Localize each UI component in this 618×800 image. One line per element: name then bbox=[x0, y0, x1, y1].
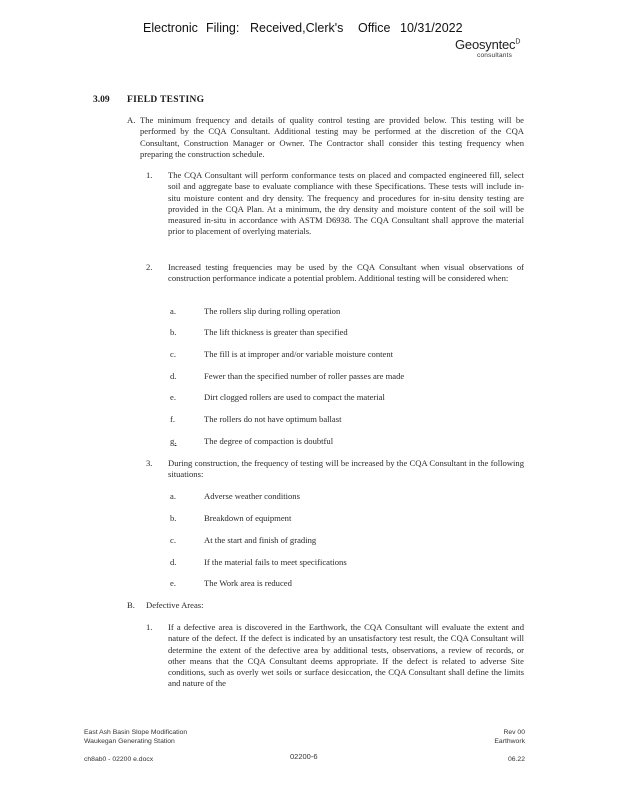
section-number: 3.09 bbox=[93, 95, 110, 105]
list-item: The rollers do not have optimum ballast bbox=[204, 414, 342, 424]
list-item-label: d. bbox=[170, 557, 177, 567]
list-item: The rollers slip during rolling operation bbox=[204, 306, 341, 316]
footer-station: Waukegan Generating Station bbox=[84, 738, 175, 745]
list-item: Adverse weather conditions bbox=[204, 491, 300, 501]
list-item: At the start and finish of grading bbox=[204, 535, 317, 545]
list-item: The fill is at improper and/or variable moisture content bbox=[204, 349, 394, 359]
footer-revision: Rev 00 bbox=[503, 729, 525, 736]
item-1-text: The CQA Consultant will perform conformance tests on placed and compacted engineered fill, select soil and aggregate base to evaluate compliance with these Specifications. These tests will include in-situ moisture content and dry density. The frequency and procedures for in-situ density testing are provided in the CQA Plan. At a minimum, the dry density and moisture content of the soil will be measured in-situ in accordance with ASTM D6938. The CQA Consultant shall approve the material prior to placement of overlying materials. bbox=[168, 170, 524, 237]
list-item-label: f. bbox=[170, 414, 176, 424]
list-item: The Work area is reduced bbox=[204, 578, 292, 588]
stamp-word: Received,Clerk's bbox=[250, 21, 344, 35]
list-item-label: e. bbox=[170, 578, 176, 588]
section-title: FIELD TESTING bbox=[127, 95, 205, 105]
footer-page-number: 02200-6 bbox=[290, 752, 318, 761]
logo-subtitle: consultants bbox=[477, 52, 513, 59]
item-1-label: 1. bbox=[146, 170, 153, 180]
list-item: Fewer than the specified number of roller passes are made bbox=[204, 371, 405, 381]
para-a-label: A. bbox=[127, 115, 136, 125]
list-item: The lift thickness is greater than specified bbox=[204, 327, 348, 337]
stamp-word: Electronic bbox=[143, 21, 198, 35]
list-item: Dirt clogged rollers are used to compact the material bbox=[204, 392, 385, 402]
company-logo bbox=[455, 37, 575, 59]
footer-date: 06.22 bbox=[507, 756, 525, 763]
para-b-title: Defective Areas: bbox=[146, 600, 204, 610]
list-item: If the material fails to meet specifications bbox=[204, 557, 347, 567]
item-3-label: 3. bbox=[146, 458, 153, 468]
list-item-label: e. bbox=[170, 392, 176, 402]
para-a-text: The minimum frequency and details of quality control testing are provided below. This testing will be performed by the CQA Consultant. Additional testing may be performed at the discretion of the CQA Consultant, Construction Manager or Owner. The Contractor shall consider this testing frequency when preparing the construction schedule. bbox=[140, 115, 524, 159]
footer-project: East Ash Basin Slope Modification bbox=[84, 729, 188, 736]
item-3-text: During construction, the frequency of testing will be increased by the CQA Consultant in the following situations: bbox=[168, 458, 524, 480]
list-item: Breakdown of equipment bbox=[204, 513, 292, 523]
list-item-label: a. bbox=[170, 491, 176, 501]
stamp-word: Office bbox=[358, 21, 391, 35]
logo-mark: D bbox=[515, 38, 521, 46]
para-b-label: B. bbox=[127, 600, 135, 610]
list-item-label: b. bbox=[170, 327, 177, 337]
item-2-label: 2. bbox=[146, 262, 153, 272]
list-item-label: c. bbox=[170, 535, 176, 545]
footer-section-name: Earthwork bbox=[494, 738, 525, 745]
stamp-word: Filing: bbox=[206, 21, 240, 35]
item-2-text: Increased testing frequencies may be used by the CQA Consultant when visual observations of construction performance indicate a potential problem. Additional testing will be considered when: bbox=[168, 262, 524, 284]
list-item-label: b. bbox=[170, 513, 177, 523]
footer-filename: ch8ab0 - 02200 e.docx bbox=[84, 756, 154, 763]
stamp-word: 10/31/2022 bbox=[400, 21, 463, 35]
logo-name: Geosyntec bbox=[455, 37, 516, 52]
item-b1-text: If a defective area is discovered in the Earthwork, the CQA Consultant will evaluate the extent and nature of the defect. If the defect is indicated by an unsatisfactory test result, the CQA Consultant will determine the extent of the defective area by additional tests, observations, a review of records, or other means that the CQA Consultant deems appropriate. If the defect is related to adverse Site conditions, such as overly wet soils or surface desiccation, the CQA Consultant shall define the limits and nature of the bbox=[168, 622, 524, 689]
list-item-label: g. bbox=[170, 436, 177, 446]
list-item-label: d. bbox=[170, 371, 177, 381]
list-item: The degree of compaction is doubtful bbox=[204, 436, 334, 446]
electronic-filing-stamp bbox=[0, 21, 618, 105]
list-item-label: a. bbox=[170, 306, 176, 316]
item-b1-label: 1. bbox=[146, 622, 153, 632]
list-item-label: c. bbox=[170, 349, 176, 359]
